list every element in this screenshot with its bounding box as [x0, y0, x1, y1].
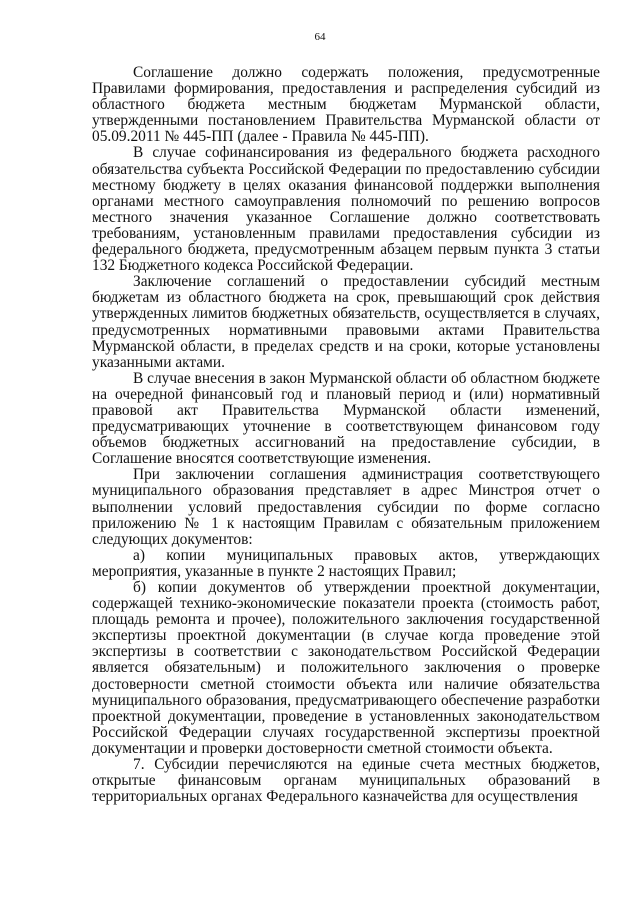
paragraph-agreement-term: Заключение соглашений о предоставлении субсидий местным бюджетам из областного бюджета на срок, превышающий срок действия утвержденных лимитов бюджетных обязательств, осуществляется в случаях, предусмотренных нормативными правовыми актами Правительства Мурманской области, в пределах средств и на сроки, которые установлены указанными актами. [92, 273, 600, 371]
list-item-b: б) копии документов об утверждении проектной документации, содержащей технико-экономические показатели проекта (стоимость работ, площадь ремонта и прочее), положительного заключения государственной экспертизы проектной документации (в случае когда проведение этой экспертизы в соответствии с законодательством Российской Федерации является обязательным) и положительного заключения о проверке достоверности сметной стоимости объекта или наличие обязательства муниципального образования, предусматривающего обеспечение разработки проектной документации, проведение в установленных законодательством Российской Федерации случаях государственной экспертизы проектной документации и проверки достоверности сметной стоимости объекта. [92, 579, 600, 757]
paragraph-budget-amendments: В случае внесения в закон Мурманской области об областном бюджете на очередной финансовый год и плановый период и (или) нормативный правовой акт Правительства Мурманской области изменений, предусматривающих уточнение в соответствующем финансовом году объемов бюджетных ассигнований на предоставление субсидии, в Соглашение вносятся соответствующие изменения. [92, 369, 600, 468]
document-body [92, 65, 600, 805]
list-item-a: а) копии муниципальных правовых актов, утверждающих мероприятия, указанные в пункте 2 настоящих Правил; [92, 546, 600, 580]
paragraph-item-7: 7. Субсидии перечисляются на единые счета местных бюджетов, открытые финансовым органам муниципальных образований в территориальных органах Федерального казначейства для осуществления [92, 756, 600, 806]
paragraph-federal-cofinancing: В случае софинансирования из федерального бюджета расходного обязательства субъекта Российской Федерации по предоставлению субсидии местному бюджету в целях оказания финансовой поддержки выполнения органами местного самоуправления полномочий по решению вопросов местного значения указанное Соглашение должно соответствовать требованиям, установленным правилами предоставления субсидии из федерального бюджета, предусмотренным абзацем первым пункта 3 статьи 132 Бюджетного кодекса Российской Федерации. [92, 144, 600, 275]
paragraph-report-submission: При заключении соглашения администрация соответствующего муниципального образования представляет в адрес Минстроя отчет о выполнении условий предоставления субсидии по форме согласно приложению № 1 к настоящим Правилам с обязательным приложением следующих документов: [92, 466, 600, 548]
paragraph-agreement-provisions: Соглашение должно содержать положения, предусмотренные Правилами формирования, предоставления и распределения субсидий из областного бюджета местным бюджетам Мурманской области, утвержденными постановлением Правительства Мурманской области от 05.09.2011 № 445-ПП (далее - Правила № 445-ПП). [92, 64, 600, 146]
page-number: 64 [314, 31, 326, 43]
